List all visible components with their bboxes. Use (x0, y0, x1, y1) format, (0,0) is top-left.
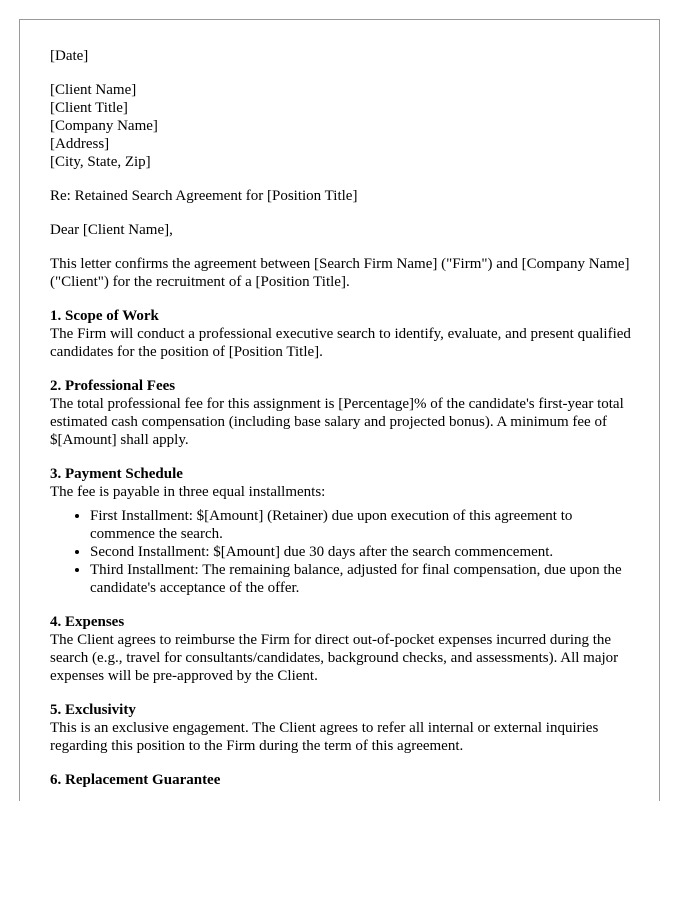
street-address: [Address] (50, 136, 110, 152)
document-page (19, 19, 660, 801)
section-heading: 5. Exclusivity (50, 702, 136, 718)
intro-paragraph: This letter confirms the agreement between [Search Firm Name] ("Firm") and [Company Name] ("Client") for the recruitment of a [Position Title]. (50, 256, 630, 290)
list-item: • First Installment: $[Amount] (Retainer) due upon execution of this agreement to commence the search. (90, 507, 640, 543)
recipient-address (50, 81, 640, 171)
list-item: • Second Installment: $[Amount] due 30 days after the search commencement. (90, 543, 640, 561)
section-body: The Client agrees to reimburse the Firm for direct out-of-pocket expenses incurred during the search (e.g., travel for consultants/candidates, background checks, and assessments). All major expenses will be pre-approved by the Client. (50, 632, 619, 684)
section-heading: 4. Expenses (50, 614, 125, 630)
client-name: [Client Name] (50, 82, 137, 98)
salutation: Dear [Client Name], (50, 222, 173, 238)
section-expenses (50, 613, 640, 685)
section-heading: 1. Scope of Work (50, 308, 159, 324)
letter-body (50, 47, 640, 801)
client-title: [Client Title] (50, 100, 128, 116)
section-scope (50, 307, 640, 361)
company-name: [Company Name] (50, 118, 158, 134)
section-body: This is an exclusive engagement. The Client agrees to refer all internal or external inquiries regarding this position to the Firm during the term of this agreement. (50, 720, 599, 754)
date-line: [Date] (50, 48, 89, 64)
section-replacement (50, 771, 640, 789)
section-body: The total professional fee for this assignment is [Percentage]% of the candidate's first-year total estimated cash compensation (including base salary and projected bonus). A minimum fee of $[Amount] shall apply. (50, 396, 624, 448)
installment-list (50, 507, 640, 597)
re-line: Re: Retained Search Agreement for [Position Title] (50, 188, 358, 204)
section-exclusivity (50, 701, 640, 755)
section-heading: 6. Replacement Guarantee (50, 772, 221, 788)
section-fees (50, 377, 640, 449)
list-item: • Third Installment: The remaining balance, adjusted for final compensation, due upon the candidate's acceptance of the offer. (90, 561, 640, 597)
section-body: The fee is payable in three equal installments: (50, 484, 326, 500)
section-payment (50, 465, 640, 597)
section-heading: 3. Payment Schedule (50, 466, 183, 482)
city-state-zip: [City, State, Zip] (50, 154, 151, 170)
section-heading: 2. Professional Fees (50, 378, 176, 394)
section-body: The Firm will conduct a professional executive search to identify, evaluate, and present qualified candidates for the position of [Position Title]. (50, 326, 631, 360)
